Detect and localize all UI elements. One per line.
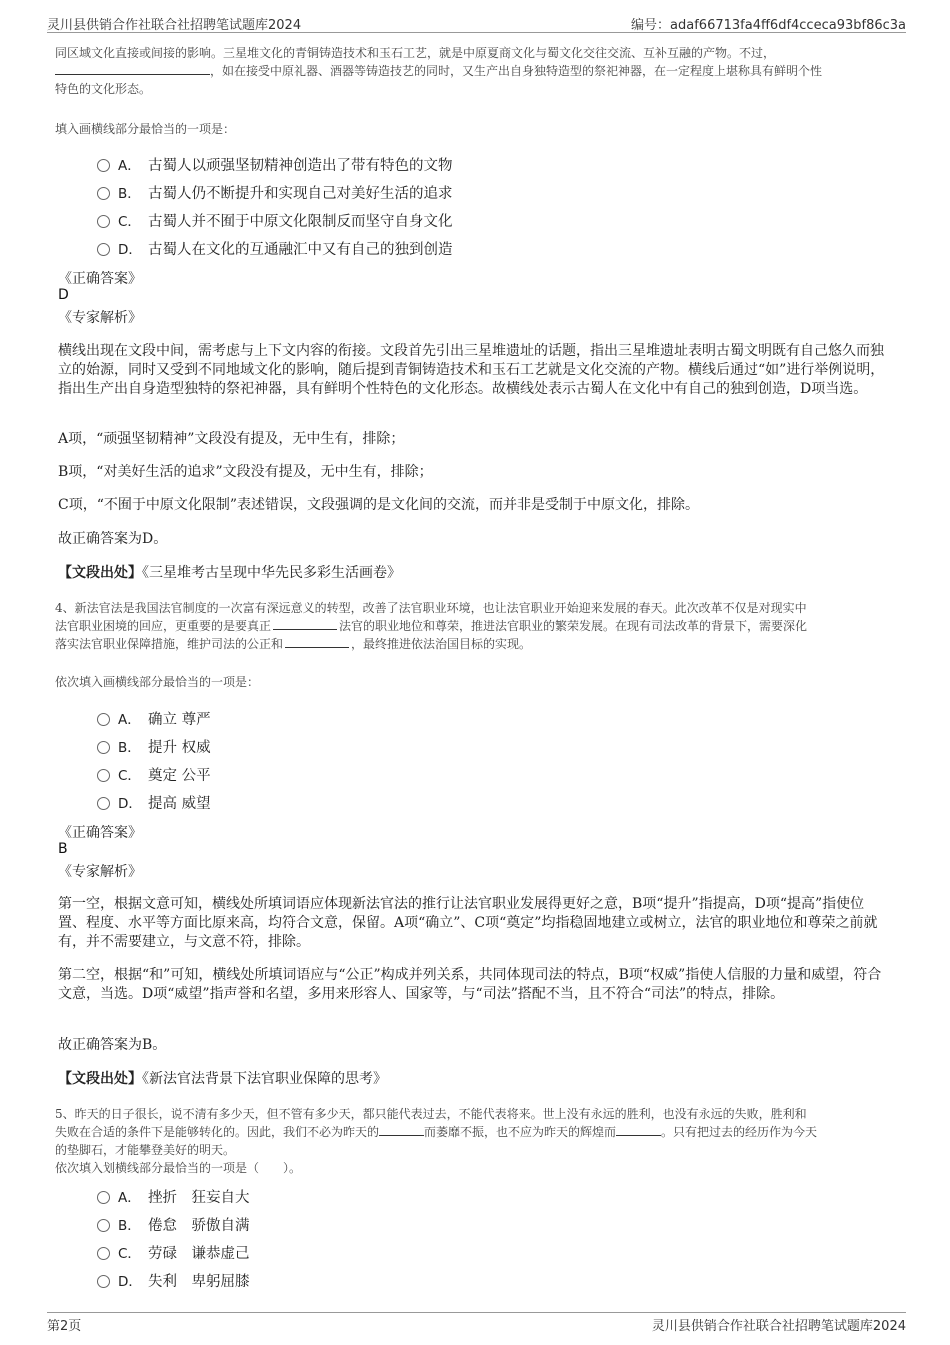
q5-option-b[interactable]: B． 倦怠 骄傲自满 [97, 1214, 250, 1236]
q5-blank-2 [616, 1123, 661, 1136]
q3-source: 【文段出处】《三星堆考古呈现中华先民多彩生活画卷》 [58, 565, 401, 581]
q4-option-c[interactable]: C． 奠定 公平 [97, 764, 211, 786]
q3-passage-line: 同区域文化直接或间接的影响。三星堆文化的青铜铸造技术和玉石工艺，就是中原夏商文化与蜀文化交往交流、互补互融的产物。不过， [55, 46, 776, 60]
q3-analysis-paragraph: 故正确答案为D。 [58, 531, 168, 547]
q3-option-c[interactable]: C． 古蜀人并不囿于中原文化限制反而坚守自身文化 [97, 210, 453, 232]
radio-icon[interactable] [97, 713, 110, 726]
q5-passage-line: 的垫脚石，才能攀登美好的明天。 [55, 1143, 236, 1157]
q5-passage-line: 失败在合适的条件下是能够转化的。因此，我们不必为昨天的 而萎靡不振，也不应为昨天的辉煌而 。只有把过去的经历作为今天 [55, 1125, 818, 1139]
q4-blank-1 [273, 617, 337, 630]
q5-prompt: 依次填入划横线部分最恰当的一项是（ ）。 [55, 1161, 302, 1175]
q5-passage [55, 1105, 900, 1177]
q3-passage-line: ，如在接受中原礼器、酒器等铸造技艺的同时，又生产出自身独特造型的祭祀神器，在一定程度上堪称具有鲜明个性 [55, 62, 900, 80]
q3-analysis-paragraph: A项，“顽强坚韧精神”文段没有提及，无中生有，排除； [58, 431, 405, 447]
q5-option-a[interactable]: A． 挫折 狂妄自大 [97, 1186, 250, 1208]
q5-option-c[interactable]: C． 劳碌 谦恭虚己 [97, 1242, 250, 1264]
q3-analysis-label: 《专家解析》 [58, 310, 142, 326]
q3-option-a[interactable]: A． 古蜀人以顽强坚韧精神创造出了带有特色的文物 [97, 154, 453, 176]
q3-blank [55, 62, 210, 75]
radio-icon[interactable] [97, 741, 110, 754]
footer-title: 灵川县供销合作社联合社招聘笔试题库2024 [651, 1319, 906, 1334]
q3-passage [55, 44, 900, 98]
q4-analysis-paragraph: 第二空，根据“和”可知，横线处所填词语应与“公正”构成并列关系，共同体现司法的特点，B项“权威”指使人信服的力量和威望，符合文意，当选。D项“威望”指声誉和名望，多用来形容人、国家等，与“司法”搭配不当，且不符合“司法”的特点，排除。 [58, 967, 882, 1002]
q4-analysis-label: 《专家解析》 [58, 864, 142, 880]
q4-blank-2 [285, 635, 349, 648]
q4-answer: B [58, 841, 68, 857]
q5-passage-line: 5、昨天的日子很长，说不清有多少天，但不管有多少天，都只能代表过去，不能代表将来。世上没有永远的胜利，也没有永远的失败，胜利和 [55, 1107, 807, 1121]
radio-icon[interactable] [97, 1191, 110, 1204]
q4-analysis-paragraph: 故正确答案为B。 [58, 1037, 167, 1053]
q3-analysis-paragraph: C项，“不囿于中原文化限制”表述错误，文段强调的是文化间的交流，而并非是受制于中原文化，排除。 [58, 497, 700, 513]
q5-option-d[interactable]: D． 失利 卑躬屈膝 [97, 1270, 250, 1292]
radio-icon[interactable] [97, 797, 110, 810]
q4-passage-line: 落实法官职业保障措施，维护司法的公正和 ，最终推进依法治国目标的实现。 [55, 637, 532, 651]
q4-source: 【文段出处】《新法官法背景下法官职业保障的思考》 [58, 1071, 387, 1087]
radio-icon[interactable] [97, 1247, 110, 1260]
radio-icon[interactable] [97, 215, 110, 228]
q3-analysis-paragraph: B项，“对美好生活的追求”文段没有提及，无中生有，排除； [58, 464, 433, 480]
page-header [47, 14, 906, 33]
radio-icon[interactable] [97, 159, 110, 172]
q3-prompt: 填入画横线部分最恰当的一项是： [55, 122, 236, 136]
q4-prompt: 依次填入画横线部分最恰当的一项是： [55, 675, 260, 689]
radio-icon[interactable] [97, 1275, 110, 1288]
q3-answer-label: 《正确答案》 [58, 271, 142, 287]
q4-passage-line: 法官职业困境的回应，更重要的是要真正 法官的职业地位和尊荣，推进法官职业的繁荣发展。在现有司法改革的背景下，需要深化 [55, 619, 808, 633]
q4-passage-line: 4、新法官法是我国法官制度的一次富有深远意义的转型，改善了法官职业环境，也让法官职业开始迎来发展的春天。此次改革不仅是对现实中 [55, 601, 807, 615]
q4-option-b[interactable]: B． 提升 权威 [97, 736, 211, 758]
q4-option-a[interactable]: A． 确立 尊严 [97, 708, 211, 730]
page-footer [47, 1312, 906, 1333]
header-code: 编号：adaf66713fa4ff6df4cceca93bf86c3a [631, 18, 906, 33]
q3-option-d[interactable]: D． 古蜀人在文化的互通融汇中又有自己的独到创造 [97, 238, 453, 260]
q4-passage [55, 599, 900, 653]
q5-blank-1 [379, 1123, 424, 1136]
q4-analysis-paragraph: 第一空，根据文意可知，横线处所填词语应体现新法官法的推行让法官职业发展得更好之意，B项“提升”指提高，D项“提高”指使位置、程度、水平等方面比原来高，均符合文意，保留。A项“确立”、C项“奠定”均指稳固地建立或树立，法官的职业地位和尊荣之前就有，并不需要建立，与文意不符，排除。 [58, 896, 878, 950]
radio-icon[interactable] [97, 769, 110, 782]
q4-option-d[interactable]: D． 提高 威望 [97, 792, 211, 814]
q3-answer: D [58, 287, 69, 303]
header-title: 灵川县供销合作社联合社招聘笔试题库2024 [47, 18, 302, 33]
radio-icon[interactable] [97, 187, 110, 200]
q4-answer-label: 《正确答案》 [58, 825, 142, 841]
page-number: 第2页 [47, 1319, 82, 1334]
radio-icon[interactable] [97, 243, 110, 256]
q3-passage-line: 特色的文化形态。 [55, 82, 152, 96]
radio-icon[interactable] [97, 1219, 110, 1232]
q3-analysis-paragraph: 横线出现在文段中间，需考虑与上下文内容的衔接。文段首先引出三星堆遗址的话题，指出三星堆遗址表明古蜀文明既有自己悠久而独立的始源，同时又受到不同地域文化的影响，随后提到青铜铸造技术和玉石工艺就是文化交流的产物。横线后通过“如”进行举例说明，指出生产出自身造型独特的祭祀神器，具有鲜明个性特色的文化形态。故横线处表示古蜀人在文化中有自己的独到创造，D项当选。 [58, 343, 885, 397]
q3-option-b[interactable]: B． 古蜀人仍不断提升和实现自己对美好生活的追求 [97, 182, 453, 204]
